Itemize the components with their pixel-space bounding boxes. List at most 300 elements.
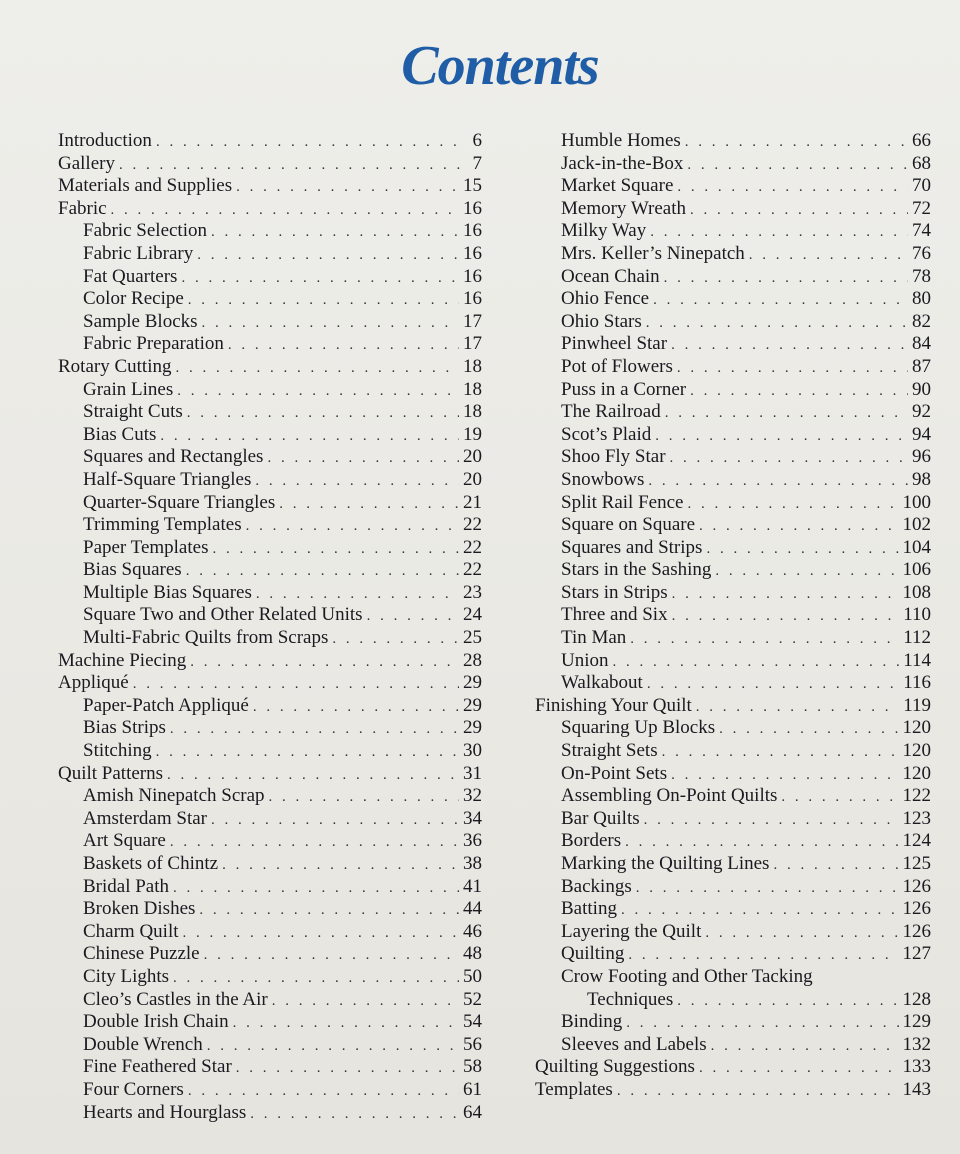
- toc-entry-label: Jack-in-the-Box: [561, 152, 684, 174]
- toc-entry-label: Quilting: [561, 943, 625, 965]
- toc-entry-page: 32: [463, 785, 482, 807]
- dot-leader: [749, 244, 908, 267]
- toc-entry: [58, 853, 482, 876]
- toc-entry-label: Fabric Selection: [83, 220, 207, 242]
- toc-entry-page: 56: [463, 1033, 482, 1055]
- dot-leader: [156, 741, 459, 764]
- toc-entry: [58, 424, 482, 447]
- toc-entry-label: Art Square: [83, 830, 166, 852]
- toc-entry: [535, 401, 931, 424]
- toc-entry-label: Mrs. Keller’s Ninepatch: [561, 242, 745, 264]
- dot-leader: [650, 221, 908, 244]
- toc-entry-page: 48: [463, 943, 482, 965]
- dot-leader: [672, 583, 899, 606]
- toc-entry-page: 96: [912, 446, 931, 468]
- toc-entry-page: 126: [902, 875, 931, 897]
- toc-entry: [535, 220, 931, 243]
- toc-entry-page: 120: [902, 740, 931, 762]
- toc-entry-label: Baskets of Chintz: [83, 853, 219, 874]
- toc-entry: [58, 943, 482, 966]
- toc-entry-label: Hearts and Hourglass: [83, 1101, 247, 1123]
- toc-entry-label: Snowbows: [561, 468, 645, 490]
- toc-entry: [58, 153, 482, 176]
- toc-entry-label: Humble Homes: [561, 130, 681, 151]
- toc-entry-label: On-Point Sets: [561, 762, 668, 784]
- toc-entry-page: 116: [903, 672, 931, 694]
- toc-entry-label: Bridal Path: [83, 875, 170, 897]
- toc-entry-page: 16: [463, 220, 482, 242]
- toc-entry: [58, 446, 482, 469]
- toc-entry-page: 132: [902, 1033, 931, 1055]
- toc-entry-page: 34: [463, 807, 482, 829]
- toc-entry-page: 46: [463, 920, 482, 942]
- toc-entry-page: 22: [463, 559, 482, 581]
- toc-entry-page: 120: [902, 717, 931, 739]
- dot-leader: [613, 651, 900, 674]
- toc-entry-page: 29: [463, 694, 482, 716]
- toc-entry-page: 98: [912, 468, 931, 490]
- dot-leader: [705, 922, 898, 945]
- dot-leader: [630, 628, 899, 651]
- toc-entry-label: Color Recipe: [83, 288, 184, 310]
- toc-entry-page: 25: [463, 627, 482, 649]
- toc-entry: [58, 921, 482, 944]
- toc-entry: [535, 1079, 931, 1102]
- toc-entry-label: Binding: [561, 1011, 623, 1033]
- toc-entry-page: 126: [902, 898, 931, 920]
- toc-entry-page: 78: [912, 265, 931, 287]
- toc-entry-page: 110: [903, 604, 931, 626]
- toc-entry: [58, 1056, 482, 1079]
- toc-entry-label: Gallery: [58, 152, 115, 174]
- toc-entry-page: 129: [902, 1011, 931, 1033]
- toc-entry-page: 20: [463, 446, 482, 468]
- dot-leader: [222, 854, 459, 877]
- toc-entry: [58, 333, 482, 356]
- toc-entry-label: Ohio Fence: [561, 288, 650, 310]
- toc-entry: [535, 559, 931, 582]
- toc-entry-label: Cleo’s Castles in the Air: [83, 988, 268, 1010]
- dot-leader: [173, 967, 459, 990]
- toc-entry-label: Multi-Fabric Quilts from Scraps: [83, 627, 329, 649]
- toc-entry: [58, 288, 482, 311]
- dot-leader: [160, 425, 459, 448]
- toc-entry: [535, 898, 931, 921]
- toc-entry-label: Stitching: [83, 740, 152, 762]
- toc-entry-page: 70: [912, 175, 931, 197]
- dot-leader: [204, 944, 459, 967]
- toc-entry-page: 38: [463, 853, 482, 874]
- dot-leader: [671, 334, 908, 357]
- toc-entry: [58, 582, 482, 605]
- dot-leader: [671, 764, 898, 787]
- toc-entry-label: Pot of Flowers: [561, 355, 673, 377]
- toc-entry-page: 18: [463, 401, 482, 423]
- toc-entry: [535, 537, 931, 560]
- dot-leader: [773, 854, 898, 877]
- toc-entry: [58, 1102, 482, 1125]
- toc-entry-label: Straight Sets: [561, 740, 658, 762]
- toc-entry-label: Market Square: [561, 175, 674, 197]
- toc-entry-page: 82: [912, 310, 931, 332]
- toc-entry-page: 29: [463, 717, 482, 739]
- toc-entry: [58, 672, 482, 695]
- toc-entry-page: 108: [902, 581, 931, 603]
- toc-entry: [58, 1011, 482, 1034]
- toc-entry: [58, 898, 482, 921]
- toc-entry: [58, 401, 482, 424]
- toc-entry-page: 66: [912, 130, 931, 151]
- toc-entry-label: Charm Quilt: [83, 920, 179, 942]
- dot-leader: [228, 334, 459, 357]
- toc-entry-label: Rotary Cutting: [58, 355, 172, 377]
- toc-entry-label: Square Two and Other Related Units: [83, 604, 363, 626]
- toc-entry: [535, 175, 931, 198]
- toc-entry-page: 44: [463, 898, 482, 920]
- dot-leader: [256, 583, 459, 606]
- dot-leader: [664, 267, 908, 290]
- dot-leader: [332, 628, 459, 651]
- toc-entry: [58, 650, 482, 673]
- toc-entry: [535, 153, 931, 176]
- toc-entry: [58, 830, 482, 853]
- toc-entry: [535, 627, 931, 650]
- dot-leader: [111, 199, 459, 222]
- toc-entry-label: Squaring Up Blocks: [561, 717, 716, 739]
- toc-entry-label: Squares and Strips: [561, 536, 703, 558]
- toc-entry-page: 15: [463, 175, 482, 197]
- toc-entry-label: The Railroad: [561, 401, 661, 423]
- toc-entry-page: 106: [902, 559, 931, 581]
- toc-entry-label: Borders: [561, 830, 622, 852]
- dot-leader: [170, 718, 459, 741]
- toc-entry-page: 16: [463, 265, 482, 287]
- dot-leader: [677, 176, 908, 199]
- toc-entry-label: Chinese Puzzle: [83, 943, 200, 965]
- dot-leader: [699, 515, 898, 538]
- toc-entry: [535, 333, 931, 356]
- toc-entry: [535, 717, 931, 740]
- dot-leader: [719, 718, 898, 741]
- dot-leader: [677, 990, 898, 1013]
- toc-entry: [535, 830, 931, 853]
- toc-entry: [535, 198, 931, 221]
- toc-entry: [535, 492, 931, 515]
- dot-leader: [715, 560, 898, 583]
- toc-left-column: [58, 130, 482, 1124]
- toc-entry-page: 87: [912, 355, 931, 377]
- dot-leader: [207, 1035, 459, 1058]
- toc-entry-label: Fine Feathered Star: [83, 1056, 232, 1078]
- dot-leader: [670, 447, 908, 470]
- toc-entry-label: Quilt Patterns: [58, 762, 164, 784]
- dot-leader: [236, 1057, 459, 1080]
- dot-leader: [662, 741, 899, 764]
- toc-entry-label: Milky Way: [561, 220, 647, 242]
- toc-entry: [535, 446, 931, 469]
- dot-leader: [269, 786, 459, 809]
- toc-entry-page: 18: [463, 355, 482, 377]
- dot-leader: [644, 809, 899, 832]
- toc-entry-label: Scot’s Plaid: [561, 423, 652, 445]
- dot-leader: [781, 786, 898, 809]
- toc-entry-label: Memory Wreath: [561, 197, 686, 219]
- toc-entry-label: Appliqué: [58, 672, 129, 694]
- toc-entry: [535, 356, 931, 379]
- toc-entry-page: 76: [912, 242, 931, 264]
- toc-entry: [535, 1034, 931, 1057]
- dot-leader: [685, 131, 908, 154]
- toc-entry: [58, 1079, 482, 1102]
- toc-entry: [58, 220, 482, 243]
- toc-entry-label: Double Wrench: [83, 1033, 203, 1055]
- dot-leader: [186, 560, 459, 583]
- toc-right-column: [535, 130, 931, 1102]
- toc-entry-label: Split Rail Fence: [561, 491, 684, 513]
- toc-entry-page: 17: [463, 333, 482, 355]
- toc-entry-page: 16: [463, 242, 482, 264]
- toc-entry-label: Half-Square Triangles: [83, 468, 252, 490]
- toc-entry-page: 72: [912, 197, 931, 219]
- toc-entry-label: Broken Dishes: [83, 898, 196, 920]
- toc-entry-page: 18: [463, 378, 482, 400]
- dot-leader: [190, 651, 459, 674]
- toc-entry: [58, 695, 482, 718]
- toc-entry: [58, 989, 482, 1012]
- toc-entry-label: Crow Footing and Other Tacking: [561, 965, 813, 987]
- toc-entry-page: 20: [463, 468, 482, 490]
- toc-entry-page: 120: [902, 762, 931, 784]
- dot-leader: [119, 154, 460, 177]
- toc-entry: [535, 740, 931, 763]
- toc-entry: [58, 763, 482, 786]
- toc-entry: [535, 311, 931, 334]
- toc-entry: [535, 853, 931, 876]
- toc-entry-label: Bias Squares: [83, 559, 182, 581]
- dot-leader: [690, 380, 908, 403]
- toc-entry-page: 124: [902, 830, 931, 852]
- toc-entry-label: Sleeves and Labels: [561, 1033, 707, 1055]
- toc-entry-page: 50: [463, 965, 482, 987]
- toc-entry-label: Stars in Strips: [561, 581, 668, 603]
- toc-entry-page: 28: [463, 649, 482, 671]
- toc-entry-page: 74: [912, 220, 931, 242]
- toc-entry-page: 29: [463, 672, 482, 694]
- toc-entry-label: Ocean Chain: [561, 265, 660, 287]
- toc-entry-label: Quilting Suggestions: [535, 1056, 695, 1078]
- toc-entry: [58, 311, 482, 334]
- toc-entry: [58, 379, 482, 402]
- toc-entry-label: Techniques: [587, 988, 674, 1010]
- toc-entry-label: Amish Ninepatch Scrap: [83, 785, 265, 807]
- toc-entry-label: Double Irish Chain: [83, 1011, 229, 1033]
- toc-entry-label: Assembling On-Point Quilts: [561, 785, 778, 807]
- toc-entry-page: 19: [463, 423, 482, 445]
- dot-leader: [197, 244, 459, 267]
- toc-entry-page: 22: [463, 536, 482, 558]
- toc-entry-page: 143: [902, 1078, 931, 1100]
- dot-leader: [188, 289, 459, 312]
- toc-entry-label: Sample Blocks: [83, 310, 198, 332]
- toc-entry-label: Paper Templates: [83, 536, 209, 558]
- toc-entry-label: Four Corners: [83, 1078, 184, 1100]
- dot-leader: [636, 877, 899, 900]
- toc-entry-label: Materials and Supplies: [58, 175, 233, 197]
- toc-entry: [535, 876, 931, 899]
- dot-leader: [212, 538, 459, 561]
- toc-entry-page: 6: [472, 130, 482, 151]
- toc-entry: [535, 514, 931, 537]
- dot-leader: [647, 673, 899, 696]
- toc-entry-label: Bar Quilts: [561, 807, 640, 829]
- dot-leader: [696, 696, 899, 719]
- toc-entry-page: 30: [463, 740, 482, 762]
- toc-entry-page: 126: [902, 920, 931, 942]
- dot-leader: [711, 1035, 899, 1058]
- toc-entry: [58, 356, 482, 379]
- dot-leader: [175, 357, 459, 380]
- toc-entry-page: 125: [902, 853, 931, 874]
- dot-leader: [267, 447, 459, 470]
- toc-entry: [58, 966, 482, 989]
- dot-leader: [367, 605, 459, 628]
- toc-entry-page: 123: [902, 807, 931, 829]
- toc-entry-label: Layering the Quilt: [561, 920, 702, 942]
- toc-entry-page: 24: [463, 604, 482, 626]
- dot-leader: [253, 696, 459, 719]
- toc-entry: [58, 243, 482, 266]
- toc-entry: [535, 921, 931, 944]
- toc-entry-page: 23: [463, 581, 482, 603]
- toc-entry-page: 52: [463, 988, 482, 1010]
- dot-leader: [170, 831, 459, 854]
- toc-entry: [535, 604, 931, 627]
- toc-entry-page: 41: [463, 875, 482, 897]
- toc-entry-label: Square on Square: [561, 514, 696, 536]
- toc-entry: [535, 243, 931, 266]
- toc-entry-page: 58: [463, 1056, 482, 1078]
- toc-entry: [535, 989, 931, 1012]
- toc-entry-label: Bias Strips: [83, 717, 166, 739]
- toc-entry-page: 122: [902, 785, 931, 807]
- toc-entry-label: Walkabout: [561, 672, 643, 694]
- dot-leader: [655, 425, 908, 448]
- toc-entry-label: Pinwheel Star: [561, 333, 668, 355]
- toc-entry: [535, 966, 931, 989]
- toc-entry-label: Trimming Templates: [83, 514, 242, 536]
- toc-entry-page: 16: [463, 197, 482, 219]
- dot-leader: [699, 1057, 899, 1080]
- toc-entry-label: Introduction: [58, 130, 152, 151]
- toc-entry-page: 36: [463, 830, 482, 852]
- toc-entry-page: 61: [463, 1078, 482, 1100]
- toc-entry-label: Templates: [535, 1078, 613, 1100]
- toc-entry: [535, 266, 931, 289]
- toc-entry: [535, 582, 931, 605]
- dot-leader: [621, 899, 899, 922]
- toc-entry: [58, 627, 482, 650]
- page-title: Contents: [401, 35, 599, 97]
- toc-entry-label: Ohio Stars: [561, 310, 642, 332]
- dot-leader: [687, 154, 908, 177]
- toc-entry-label: Fabric Library: [83, 242, 194, 264]
- dot-leader: [177, 380, 459, 403]
- toc-entry: [58, 175, 482, 198]
- toc-entry-label: Batting: [561, 898, 617, 920]
- toc-entry: [58, 1034, 482, 1057]
- toc-entry-label: Finishing Your Quilt: [535, 694, 692, 716]
- toc-entry-page: 68: [912, 152, 931, 174]
- toc-entry: [535, 130, 931, 153]
- toc-entry: [535, 763, 931, 786]
- toc-entry: [58, 717, 482, 740]
- dot-leader: [187, 402, 459, 425]
- toc-entry-page: 104: [902, 536, 931, 558]
- toc-entry-page: 100: [902, 491, 931, 513]
- toc-entry: [58, 514, 482, 537]
- toc-entry-page: 16: [463, 288, 482, 310]
- dot-leader: [199, 899, 459, 922]
- toc-entry: [535, 288, 931, 311]
- toc-entry-label: City Lights: [83, 965, 170, 987]
- toc-entry: [58, 785, 482, 808]
- toc-entry-label: Amsterdam Star: [83, 807, 208, 829]
- toc-entry-label: Bias Cuts: [83, 423, 157, 445]
- toc-entry: [58, 808, 482, 831]
- toc-entry-label: Grain Lines: [83, 378, 174, 400]
- toc-entry-page: 127: [902, 943, 931, 965]
- toc-entry-page: 92: [912, 401, 931, 423]
- toc-entry-page: 128: [902, 988, 931, 1010]
- dot-leader: [255, 470, 459, 493]
- toc-entry: [58, 492, 482, 515]
- toc-entry-page: 21: [463, 491, 482, 513]
- toc-entry: [535, 379, 931, 402]
- toc-entry-page: 90: [912, 378, 931, 400]
- toc-entry-page: 64: [463, 1101, 482, 1123]
- toc-entry-page: 112: [903, 627, 931, 649]
- dot-leader: [625, 831, 898, 854]
- dot-leader: [672, 605, 900, 628]
- toc-entry-label: Multiple Bias Squares: [83, 581, 252, 603]
- toc-entry-label: Puss in a Corner: [561, 378, 687, 400]
- dot-leader: [706, 538, 898, 561]
- toc-entry: [58, 537, 482, 560]
- toc-entry: [535, 1011, 931, 1034]
- dot-leader: [173, 877, 459, 900]
- dot-leader: [156, 131, 460, 154]
- toc-entry: [58, 198, 482, 221]
- dot-leader: [653, 289, 908, 312]
- dot-leader: [246, 515, 459, 538]
- toc-entry: [535, 672, 931, 695]
- dot-leader: [690, 199, 908, 222]
- toc-entry: [58, 266, 482, 289]
- dot-leader: [236, 176, 459, 199]
- dot-leader: [279, 493, 459, 516]
- dot-leader: [648, 470, 908, 493]
- toc-entry: [58, 559, 482, 582]
- toc-entry-label: Tin Man: [561, 627, 627, 649]
- toc-entry-label: Marking the Quilting Lines: [561, 853, 770, 874]
- toc-entry-page: 80: [912, 288, 931, 310]
- toc-entry-page: 114: [903, 649, 931, 671]
- dot-leader: [626, 1012, 898, 1035]
- toc-entry-label: Three and Six: [561, 604, 668, 626]
- toc-entry-label: Backings: [561, 875, 632, 897]
- toc-entry-label: Paper-Patch Appliqué: [83, 694, 249, 716]
- toc-entry-label: Union: [561, 649, 609, 671]
